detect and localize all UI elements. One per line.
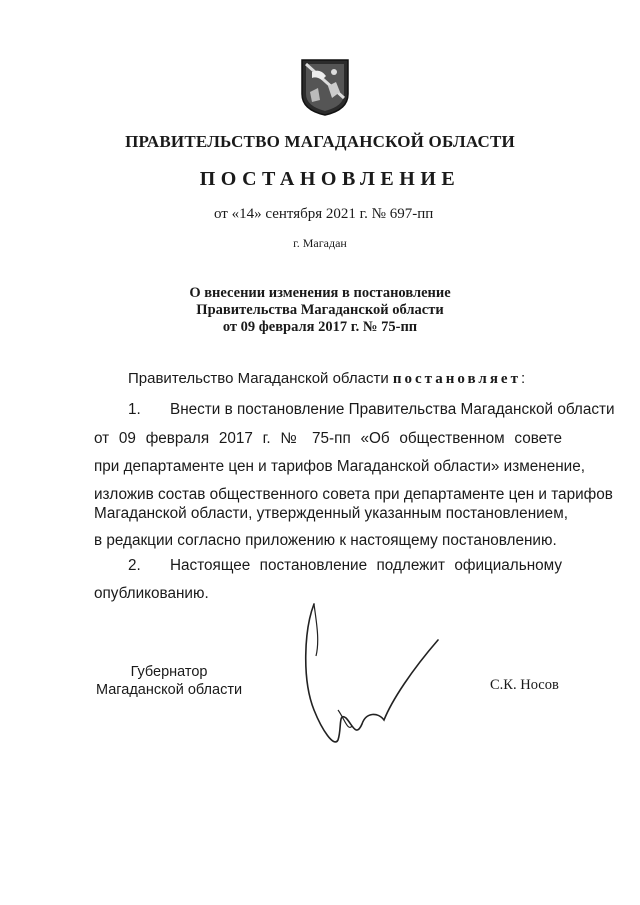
paragraph-line: опубликованию. [94, 585, 209, 602]
paragraph-line: в редакции согласно приложению к настоящему постановлению. [94, 532, 557, 549]
document-subject [0, 285, 640, 336]
item-number: 1. [128, 401, 141, 418]
preamble-text: Правительство Магаданской области [128, 370, 389, 387]
position-line: Губернатор [130, 664, 208, 680]
government-title: ПРАВИТЕЛЬСТВО МАГАДАНСКОЙ ОБЛАСТИ [125, 132, 515, 151]
paragraph-line: от 09 февраля 2017 г. № 75-пп «Об общественном совете [94, 430, 562, 447]
position-line: Магаданской области [96, 682, 243, 698]
paragraph-line: изложив состав общественного совета при департаменте цен и тарифов [94, 486, 613, 503]
preamble-colon: : [520, 370, 526, 387]
document-type: ПОСТАНОВЛЕНИЕ [199, 168, 461, 190]
handwritten-signature-icon [300, 600, 445, 750]
paragraph-line [128, 401, 615, 419]
item-number: 2. [128, 557, 141, 574]
subject-line: О внесении изменения в постановление [189, 285, 451, 301]
preamble [128, 370, 525, 388]
paragraph-line [128, 557, 562, 575]
signatory-position [96, 663, 242, 699]
coat-of-arms-icon [300, 58, 350, 116]
document-date-number: от «14» сентября 2021 г. № 697-пп [214, 206, 434, 222]
item-text: Настоящее постановление подлежит официальному [170, 557, 562, 574]
paragraph-line: Магаданской области, утвержденный указанным постановлением, [94, 505, 568, 522]
preamble-keyword: постановляет [392, 371, 521, 387]
paragraph-line: при департаменте цен и тарифов Магаданской области» изменение, [94, 458, 585, 475]
signatory-name: С.К. Носов [490, 677, 559, 693]
subject-line: Правительства Магаданской области [196, 302, 444, 318]
document-city: г. Магадан [293, 236, 347, 250]
item-text: Внести в постановление Правительства Магаданской области [170, 401, 615, 418]
subject-line: от 09 февраля 2017 г. № 75-пп [222, 319, 418, 335]
